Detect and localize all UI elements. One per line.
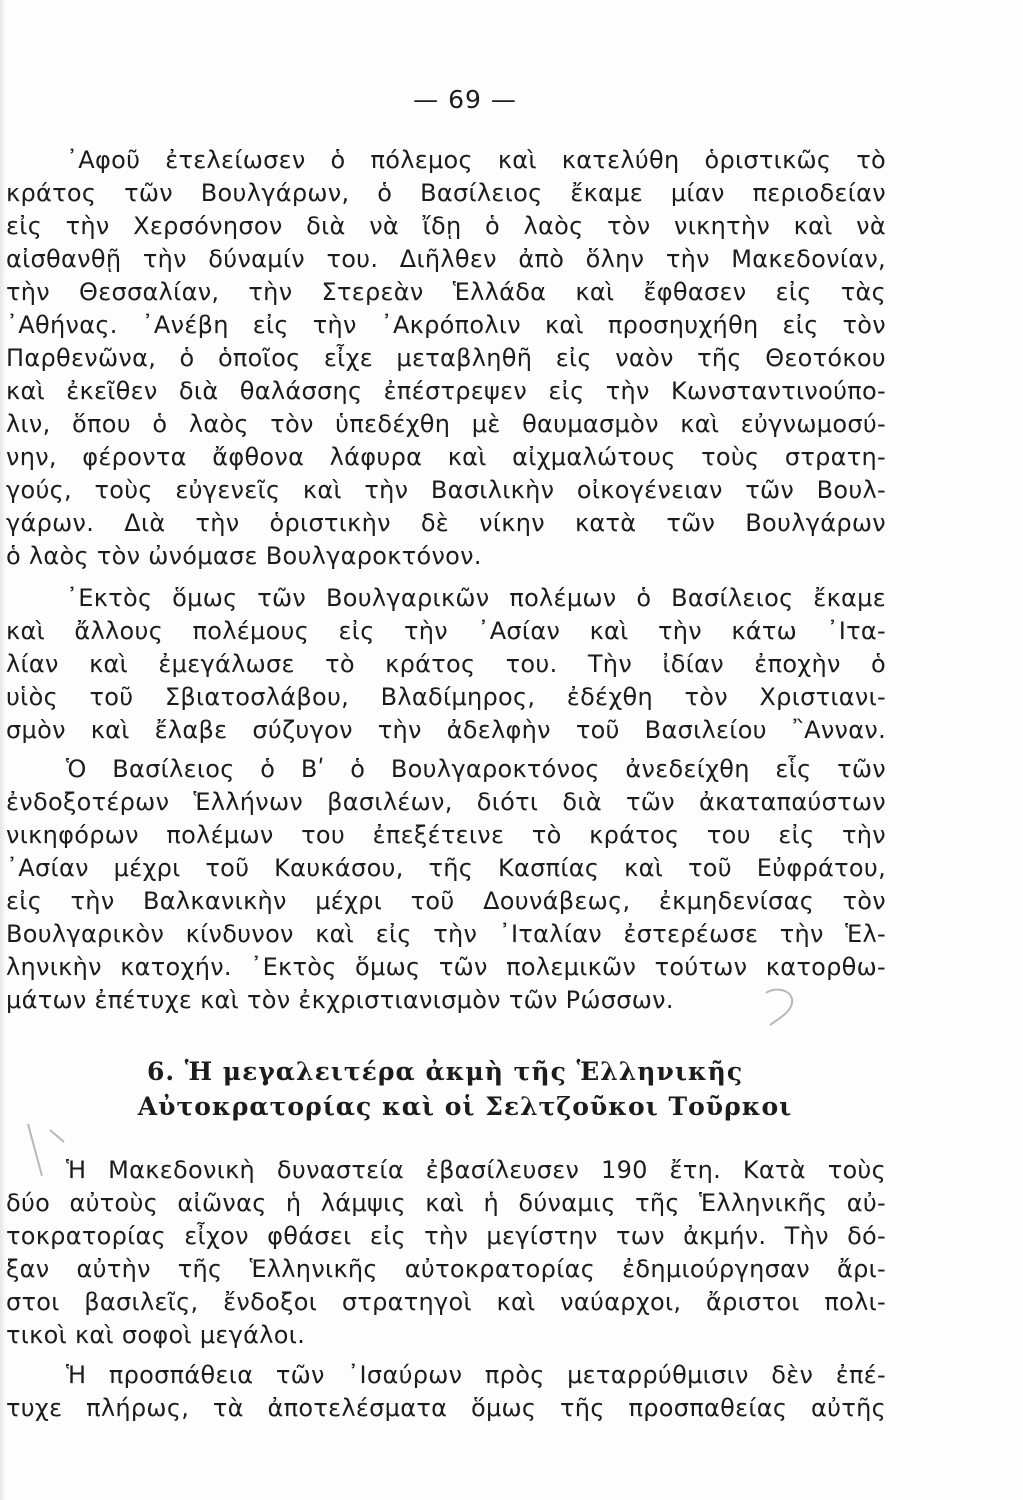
page-number: — 69 — bbox=[413, 85, 517, 114]
text-line: καὶ ἐκεῖθεν διὰ θαλάσσης ἐπέστρεψεν εἰς τὴν Κωνσταντινούπο- bbox=[6, 377, 886, 405]
text-line: γούς, τοὺς εὐγενεῖς καὶ τὴν Βασιλικὴν οἰκογένειαν τῶν Βουλ- bbox=[6, 476, 886, 504]
text-line: ὁ λαὸς τὸν ὠνόμασε Βουλγαροκτόνον. bbox=[6, 542, 482, 570]
pencil-scribble-icon bbox=[760, 985, 800, 1029]
text-line: τυχε πλήρως, τὰ ἀποτελέσματα ὅμως τῆς προσπαθείας αὐτῆς bbox=[6, 1394, 886, 1422]
text-line: λίαν καὶ ἐμεγάλωσε τὸ κράτος του. Τὴν ἰδίαν ἐποχὴν ὁ bbox=[6, 650, 886, 678]
text-line: αἰσθανθῇ τὴν δύναμίν του. Διῆλθεν ἀπὸ ὅλην τὴν Μακεδονίαν, bbox=[6, 245, 886, 273]
text-line: λιν, ὅπου ὁ λαὸς τὸν ὑπεδέχθη μὲ θαυμασμὸν καὶ εὐγνωμοσύ- bbox=[6, 410, 886, 438]
text-line: στοι βασιλεῖς, ἔνδοξοι στρατηγοὶ καὶ ναύαρχοι, ἄριστοι πολι- bbox=[6, 1288, 886, 1316]
text-line: ξαν αὐτὴν τῆς Ἑλληνικῆς αὐτοκρατορίας ἐδημιούργησαν ἄρι- bbox=[6, 1255, 886, 1283]
text-line: εἰς τὴν Βαλκανικὴν μέχρι τοῦ Δουνάβεως, ἐκμηδενίσας τὸν bbox=[6, 887, 886, 915]
text-line: κράτος τῶν Βουλγάρων, ὁ Βασίλειος ἔκαμε μίαν περιοδείαν bbox=[6, 179, 886, 207]
text-line: τοκρατορίας εἶχον φθάσει εἰς τὴν μεγίστην των ἀκμήν. Τὴν δό- bbox=[6, 1222, 886, 1250]
text-line: ᾽Εκτὸς ὅμως τῶν Βουλγαρικῶν πολέμων ὁ Βασίλειος ἔκαμε bbox=[66, 584, 886, 612]
text-line: Ἡ Μακεδονικὴ δυναστεία ἐβασίλευσεν 190 ἔτη. Κατὰ τοὺς bbox=[66, 1156, 886, 1184]
text-line: μάτων ἐπέτυχε καὶ τὸν ἐκχριστιανισμὸν τῶν Ρώσσων. bbox=[6, 986, 674, 1014]
text-line: Ἡ προσπάθεια τῶν ᾽Ισαύρων πρὸς μεταρρύθμισιν δὲν ἐπέ- bbox=[66, 1361, 886, 1389]
section-heading: Αὐτοκρατορίας καὶ οἱ Σελτζοῦκοι Τοῦρκοι bbox=[137, 1092, 793, 1121]
text-line: νικηφόρων πολέμων του ἐπεξέτεινε τὸ κράτος του εἰς τὴν bbox=[6, 821, 886, 849]
text-line: νην, φέροντα ἄφθονα λάφυρα καὶ αἰχμαλώτους τοὺς στρατη- bbox=[6, 443, 886, 471]
text-line: ᾽Αθήνας. ᾽Ανέβη εἰς τὴν ᾽Ακρόπολιν καὶ προσηυχήθη εἰς τὸν bbox=[6, 311, 886, 339]
text-line: ληνικὴν κατοχήν. ᾽Εκτὸς ὅμως τῶν πολεμικῶν τούτων κατορθω- bbox=[6, 953, 886, 981]
pencil-mark bbox=[760, 985, 800, 1038]
text-line: εἰς τὴν Χερσόνησον διὰ νὰ ἴδῃ ὁ λαὸς τὸν νικητὴν καὶ νὰ bbox=[6, 212, 886, 240]
pencil-check-icon bbox=[20, 1120, 70, 1180]
text-line: γάρων. Διὰ τὴν ὁριστικὴν δὲ νίκην κατὰ τῶν Βουλγάρων bbox=[6, 509, 886, 537]
text-line: Βουλγαρικὸν κίνδυνον καὶ εἰς τὴν ᾽Ιταλίαν ἐστερέωσε τὴν Ἑλ- bbox=[6, 920, 886, 948]
section-heading: 6. Ἡ μεγαλειτέρα ἀκμὴ τῆς Ἑλληνικῆς bbox=[146, 1057, 744, 1086]
text-line: Ὁ Βασίλειος ὁ Βʹ ὁ Βουλγαροκτόνος ἀνεδείχθη εἷς τῶν bbox=[66, 755, 886, 783]
text-line: ᾽Ασίαν μέχρι τοῦ Καυκάσου, τῆς Κασπίας καὶ τοῦ Εὐφράτου, bbox=[6, 854, 886, 882]
text-line: υἱὸς τοῦ Σβιατοσλάβου, Βλαδίμηρος, ἐδέχθη τὸν Χριστιανι- bbox=[6, 683, 886, 711]
text-line: τικοὶ καὶ σοφοὶ μεγάλοι. bbox=[6, 1321, 306, 1349]
pencil-mark bbox=[20, 1120, 70, 1189]
text-line: σμὸν καὶ ἔλαβε σύζυγον τὴν ἀδελφὴν τοῦ Βασιλείου ῍Ανναν. bbox=[6, 716, 886, 744]
text-line: Παρθενῶνα, ὁ ὁποῖος εἶχε μεταβληθῆ εἰς ναὸν τῆς Θεοτόκου bbox=[6, 344, 886, 372]
text-line: ἐνδοξοτέρων Ἑλλήνων βασιλέων, διότι διὰ τῶν ἀκαταπαύστων bbox=[6, 788, 886, 816]
text-line: δύο αὐτοὺς αἰῶνας ἡ λάμψις καὶ ἡ δύναμις τῆς Ἑλληνικῆς αὐ- bbox=[6, 1189, 886, 1217]
text-line: τὴν Θεσσαλίαν, τὴν Στερεὰν Ἑλλάδα καὶ ἔφθασεν εἰς τὰς bbox=[6, 278, 886, 306]
text-line: ᾽Αφοῦ ἐτελείωσεν ὁ πόλεμος καὶ κατελύθη ὁριστικῶς τὸ bbox=[66, 146, 886, 174]
text-line: καὶ ἄλλους πολέμους εἰς τὴν ᾽Ασίαν καὶ τὴν κάτω ᾽Ιτα- bbox=[6, 617, 886, 645]
